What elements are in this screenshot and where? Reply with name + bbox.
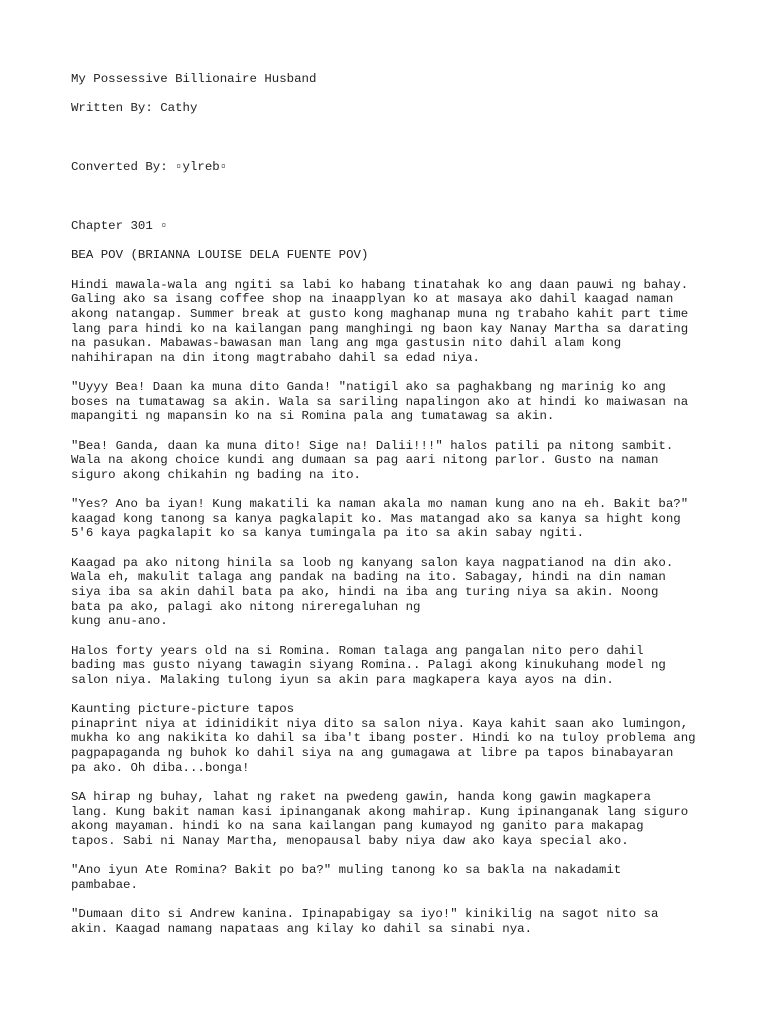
paragraph: "Yes? Ano ba iyan! Kung makatili ka naman akala mo naman kung ano na eh. Bakit ba?" kaagad kong tanong sa kanya pagkalapit ko. Mas matangad ako sa kanya sa hight kong 5'6 kaya pagkalapit ko sa kanya tumingala pa ito sa akin sabay ngiti. [71,497,689,541]
paragraph: "Uyyy Bea! Daan ka muna dito Ganda! "natigil ako sa paghakbang ng marinig ko ang boses na tumatawag sa akin. Wala sa sariling napalingon ako at hindi ko maiwasan na mapangiti ng mapansin ko na si Romina pala ang tumatawag sa akin. [71,380,689,424]
book-title: My Possessive Billionaire Husband [71,72,317,86]
paragraph: Hindi mawala-wala ang ngiti sa labi ko habang tinatahak ko ang daan pauwi ng bahay. Galing ako sa isang coffee shop na inaapplyan ko at masaya ako dahil kaagad naman akong natangap. Summer break at gusto kong maghanap muna ng trabaho kahit part time lang para hindi ko na kailangan pang manghingi ng baon kay Nanay Martha sa darating na pasukan. Mabawas-bawasan man lang ang mga gastusin nito dahil alam kong nahihirapan na din itong magtrabaho dahil sa edad niya. [71,277,689,365]
author-line: Written By: Cathy [71,101,198,116]
paragraph: SA hirap ng buhay, lahat ng raket na pwedeng gawin, handa kong gawin magkapera lang. Kung bakit naman kasi ipinanganak akong mahirap. Kung ipinanganak lang siguro akong mayaman. hindi ko na sana kailangan pang kumayod ng ganito para makapag tapos. Sabi ni Nanay Martha, menopausal baby niya daw ako kaya special ako. [71,789,689,848]
converter-line: Converted By: ▫ylreb▫ [71,160,228,175]
paragraph: "Dumaan dito si Andrew kanina. Ipinapabigay sa iyo!" kinikilig na sagot nito sa akin. Kaagad namang napataas ang kilay ko dahil sa sinabi nya. [71,907,659,936]
chapter-heading: Chapter 301 ▫ [71,218,168,233]
paragraph: "Ano iyun Ate Romina? Bakit po ba?" muling tanong ko sa bakla na nakadamit pambabae. [71,863,622,892]
document-page [71,72,751,936]
paragraph: Kaagad pa ako nitong hinila sa loob ng kanyang salon kaya nagpatianod na din ako. Wala eh, makulit talaga ang pandak na bading na ito. Sabagay, hindi na din naman siya iba sa akin dahil bata pa ako, hindi na iba ang turing niya sa akin. Noong bata pa ako, palagi ako nitong nireregaluhan ng kung anu-ano. [71,555,674,629]
pov-heading: BEA POV (BRIANNA LOUISE DELA FUENTE POV) [71,248,369,263]
paragraph: Kaunting picture-picture tapos pinaprint niya at idinidikit niya dito sa salon niya. Kaya kahit saan ako lumingon, mukha ko ang nakikita ko dahil sa iba't ibang poster. Hindi ko na tuloy problema ang pagpapaganda ng buhok ko dahil siya na ang gumagawa at libre pa tapos binabayaran pa ako. Oh diba...bonga! [71,702,696,775]
paragraph: Halos forty years old na si Romina. Roman talaga ang pangalan nito pero dahil bading mas gusto niyang tawagin siyang Romina.. Palagi akong kinukuhang model ng salon niya. Malaking tulong iyun sa akin para magkapera kaya ayos na din. [71,643,666,687]
paragraph: "Bea! Ganda, daan ka muna dito! Sige na! Dalii!!!" halos patili pa nitong sambit. Wala na akong choice kundi ang dumaan sa pag aari nitong parlor. Gusto na naman siguro akong chikahin ng bading na ito. [71,438,674,482]
